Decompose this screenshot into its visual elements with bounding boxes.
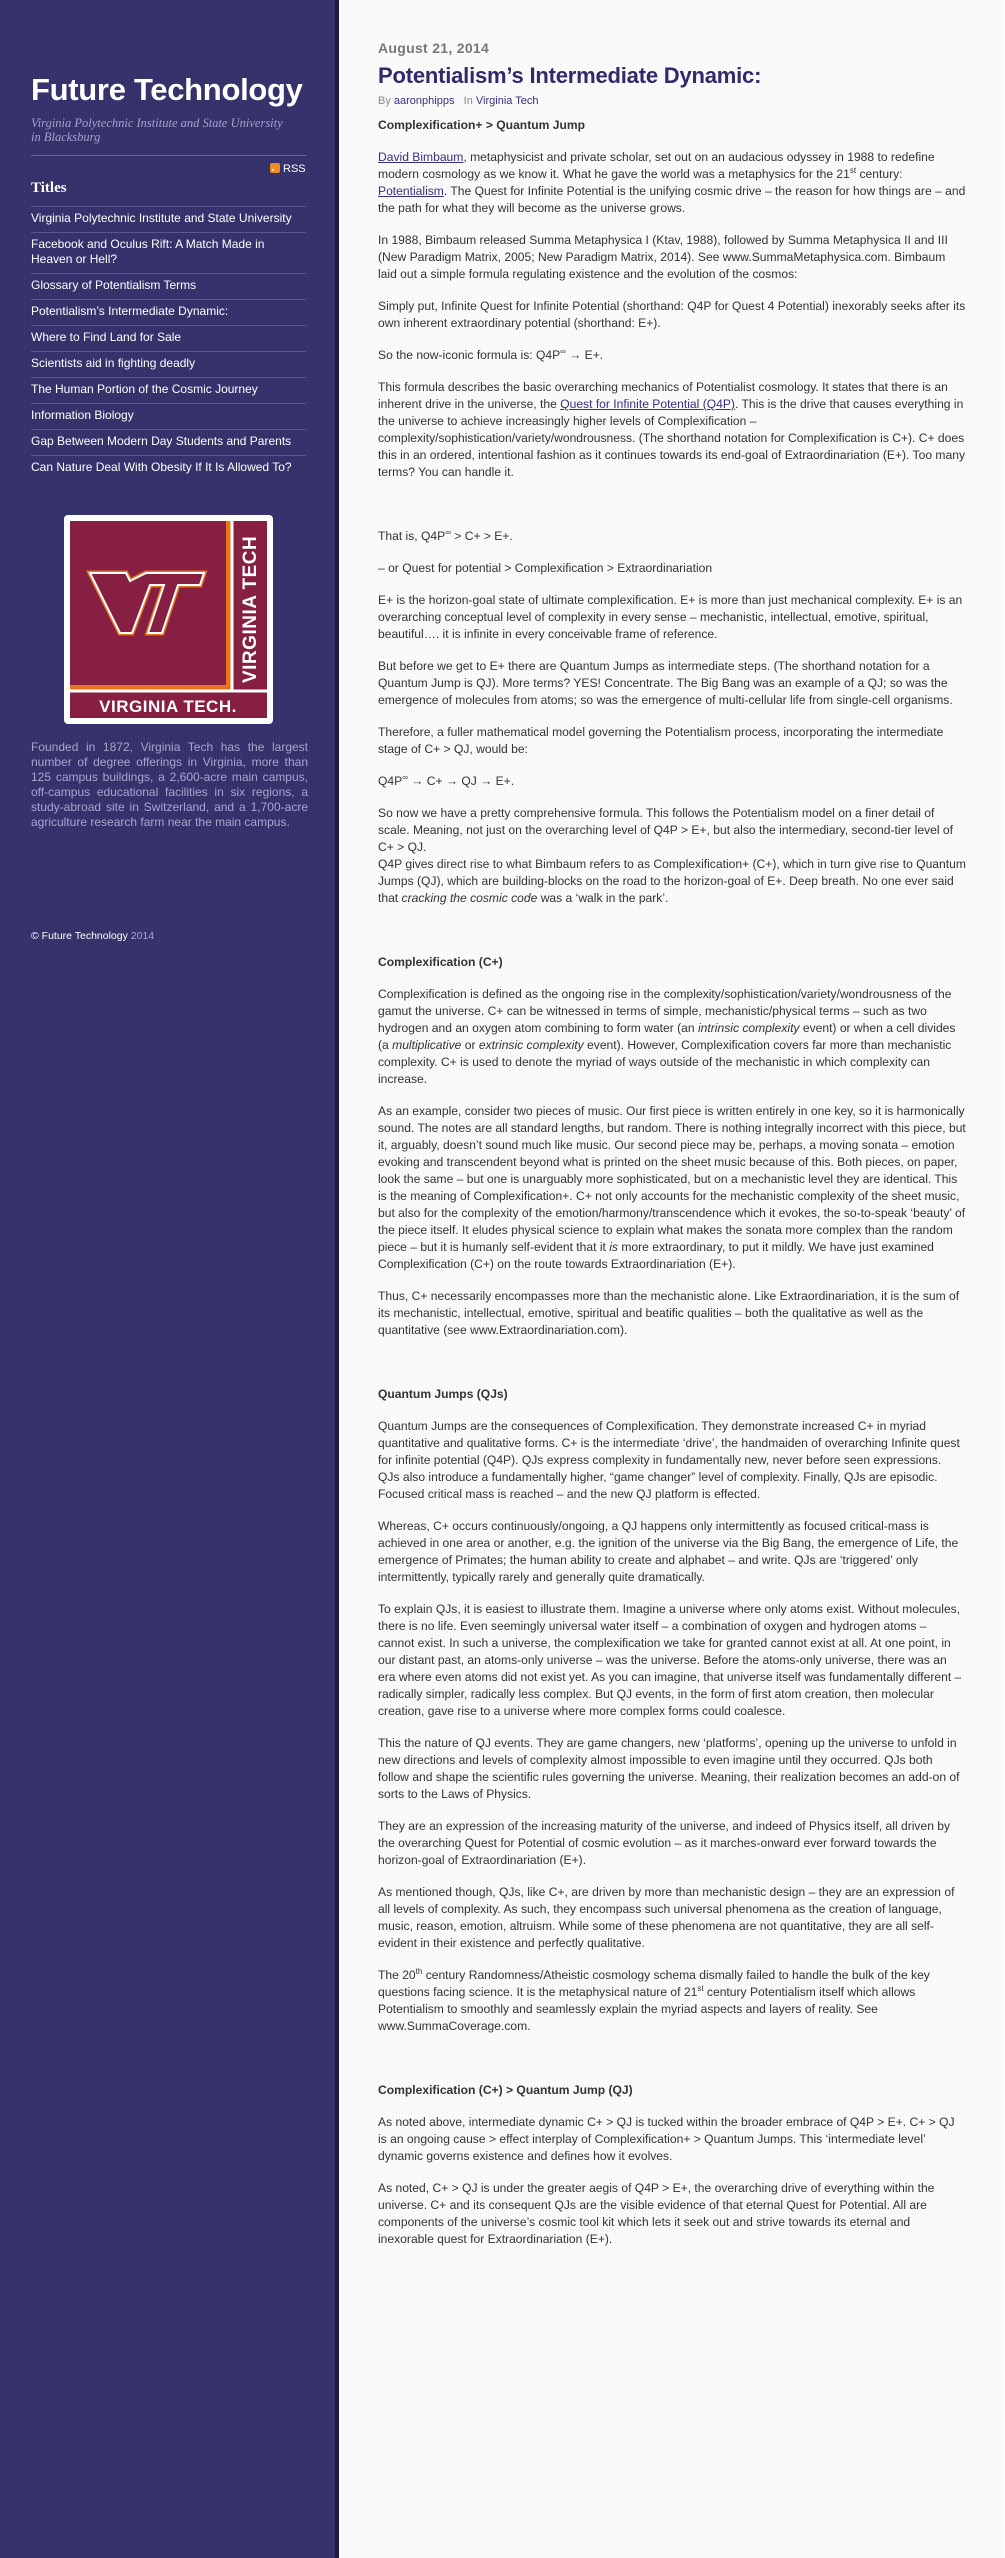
post-body xyxy=(378,117,966,2263)
site-title[interactable]: Future Technology xyxy=(31,72,303,107)
text: The 20 xyxy=(378,1968,416,1982)
section-heading: Quantum Jumps (QJs) xyxy=(378,1387,508,1401)
emphasis: is xyxy=(609,1240,618,1254)
text: or xyxy=(461,1038,479,1052)
post-meta xyxy=(378,95,538,107)
text: century Potentialism itself which allows Potentialism to smoothly and seamlessly explain the myriad aspects and layers of reality. See www.SummaCoverage.com. xyxy=(378,1985,916,2033)
paragraph: Whereas, C+ occurs continuously/ongoing, a QJ happens only intermittently as focused critical-mass is achieved in one area or another, e.g. the ignition of the universe via the Big Bang, the emergence of Life, the emergence of Primates; the human ability to create and alphabet – and write. QJs are ‘triggered’ only intermittently, typically rarely and generally quite dramatically. xyxy=(378,1519,959,1584)
virginia-tech-logo xyxy=(64,515,273,724)
paragraph: This the nature of QJ events. They are game changers, new ‘platforms’, opening up the universe to unfold in new directions and levels of complexity almost impossible to even imagine until they occurred. QJs both follow and shape the scientific rules governing the universe. Meaning, their realization becomes an add-on of sorts to the Laws of Physics. xyxy=(378,1736,960,1801)
text: Complexification is defined as the ongoing rise in the complexity/sophistication/variety/wondrousness of the gamut the universe. C+ can be witnessed in terms of simple, mechanistic/physical terms – such as two hydrogen and an oxygen atom combining to form water (an xyxy=(378,987,952,1035)
rss-label: RSS xyxy=(283,163,306,175)
superscript: st xyxy=(697,1983,704,1993)
spacer xyxy=(378,1354,966,1386)
in-label: In xyxy=(463,95,473,107)
post-heading: Complexification+ > Quantum Jump xyxy=(378,118,585,132)
nav-item-scientists[interactable]: Scientists aid in fighting deadly xyxy=(31,351,306,377)
text: century: xyxy=(856,167,903,181)
section-heading: Complexification (C+) > Quantum Jump (QJ) xyxy=(378,2083,633,2097)
paragraph: Simply put, Infinite Quest for Infinite Potential (shorthand: Q4P for Quest 4 Potential) inexorably seeks after its own inherent extraordinary potential (shorthand: E+). xyxy=(378,299,966,330)
paragraph xyxy=(378,1967,966,2035)
badge-bottom-text: VIRGINIA TECH. xyxy=(99,697,237,716)
rss-icon xyxy=(270,163,280,173)
paragraph xyxy=(378,528,966,545)
superscript: st xyxy=(849,165,857,175)
text: So the now-iconic formula is: Q4P xyxy=(378,348,561,362)
by-label: By xyxy=(378,95,391,107)
paragraph: As noted, C+ > QJ is under the greater aegis of Q4P > E+, the overarching drive of everything within the universe. C+ and its consequent QJs are the visible evidence of that eternal Quest for Potential. All are components of the universe’s cosmic tool kit which lets it seek out and strive towards its eternal and inexorable quest for Extraordinariation (E+). xyxy=(378,2181,935,2246)
paragraph: – or Quest for potential > Complexification > Extraordinariation xyxy=(378,561,713,575)
paragraph: But before we get to E+ there are Quantum Jumps as intermediate steps. (The shorthand notation for a Quantum Jump is QJ). More terms? YES! Concentrate. The Big Bang was an example of a QJ; so was the emergence of molecules from atoms; so was the emergence of multi-cellular life from single-cell organisms. xyxy=(378,659,953,707)
rss-link[interactable] xyxy=(270,163,306,175)
text: → E+. xyxy=(565,348,604,362)
text: . The Quest for Infinite Potential is the unifying cosmic drive – the reason for how things are – and the path for what they will become as the universe grows. xyxy=(378,184,966,215)
nav-item-information-biology[interactable]: Information Biology xyxy=(31,403,306,429)
text: . This is the drive that causes everything in the universe to achieve increasingly higher levels of Complexification – complexity/sophistication/variety/wondrousness. (The shorthand notation for Complexification is C+). C+ does this in an ordered, intentional fashion as it continues towards its end-goal of Extraordinariation (E+). Too many terms? You can handle it. xyxy=(378,397,965,479)
paragraph xyxy=(378,149,966,217)
post-title[interactable]: Potentialism’s Intermediate Dynamic: xyxy=(378,63,762,88)
nav-item-land-for-sale[interactable]: Where to Find Land for Sale xyxy=(31,325,306,351)
copyright-year: 2014 xyxy=(130,930,155,942)
badge-side-text: VIRGINIA TECH xyxy=(240,535,261,683)
nav-item-virginia-polytechnic[interactable]: Virginia Polytechnic Institute and State University xyxy=(31,206,306,232)
emphasis: intrinsic complexity xyxy=(698,1021,800,1035)
paragraph xyxy=(378,1103,966,1273)
about-text: Founded in 1872, Virginia Tech has the largest number of degree offerings in Virginia, more than 125 campus buildings, a 2,600-acre main campus, off-campus educational facilities in six regions, a study-abroad site in Switzerland, and a 1,700-acre agriculture research farm near the main campus. xyxy=(31,740,308,829)
section-heading: Complexification (C+) xyxy=(378,955,503,969)
paragraph: So now we have a pretty comprehensive formula. This follows the Potentialism model on a finer detail of scale. Meaning, not just on the overarching level of Q4P > E+, but also the intermediary, second-tier level of C+ > QJ. xyxy=(378,806,953,854)
copyright-text: © Future Technology xyxy=(31,930,128,942)
quest-link[interactable]: Quest for Infinite Potential (Q4P) xyxy=(560,397,735,411)
text: century Randomness/Atheistic cosmology schema dismally failed to handle the bulk of the key questions facing science. It is the metaphysical nature of 21 xyxy=(378,1968,930,1999)
paragraph: Quantum Jumps are the consequences of Complexification. They demonstrate increased C+ in myriad quantitative and qualitative forms. C+ is the intermediate ‘drive’, the handmaiden of overarching Infinite quest for infinite potential (Q4P). QJs express complexity in fundamentally new, never before seen expressions. QJs also introduce a fundamentally higher, “game changer” level of complexity. Finally, QJs are episodic. Focused critical mass is reached – and the new QJ platform is effected. xyxy=(378,1419,960,1501)
paragraph: As mentioned though, QJs, like C+, are driven by more than mechanistic design – they are an expression of all levels of complexity. As such, they encompass such universal phenomena as the creation of language, music, reason, emotion, altruism. While some of these phenomena are not quantitative, they are all self-evident in their existence and perfectly qualitative. xyxy=(378,1885,955,1950)
text: more extraordinary, to put it mildly. We have just examined Complexification (C+) on the route towards Extraordinariation (E+). xyxy=(378,1240,934,1271)
text: event) or when a cell divides (a xyxy=(378,1021,956,1052)
author-link[interactable]: aaronphipps xyxy=(393,95,455,107)
text: was a ‘walk in the park’. xyxy=(537,891,669,905)
sidebar xyxy=(0,0,335,2558)
paragraph: As noted above, intermediate dynamic C+ > QJ is tucked within the broader embrace of Q4P > E+. C+ > QJ is an ongoing cause > effect interplay of Complexification+ > Quantum Jumps. This ‘intermediate level’ dynamic governs existence and defines how it evolves. xyxy=(378,2115,955,2163)
text: event). However, Complexification covers far more than mechanistic complexity. C+ is used to denote the myriad of ways outside of the mechanistic in which complexity can increase. xyxy=(378,1038,952,1086)
superscript: ∞ xyxy=(445,527,451,537)
emphasis: cracking the cosmic code xyxy=(401,891,538,905)
text: , metaphysicist and private scholar, set out on an audacious odyssey in 1988 to redefine modern cosmology as we know it. What he gave the world was a metaphysics for the 21 xyxy=(378,150,935,181)
nav-item-facebook-oculus[interactable]: Facebook and Oculus Rift: A Match Made in Heaven or Hell? xyxy=(31,232,306,273)
spacer xyxy=(378,496,966,528)
main-content xyxy=(339,0,1005,2558)
nav-item-human-portion[interactable]: The Human Portion of the Cosmic Journey xyxy=(31,377,306,403)
paragraph xyxy=(378,986,966,1088)
site-tagline: Virginia Polytechnic Institute and State University in Blacksburg xyxy=(31,116,283,144)
superscript: ∞ xyxy=(402,772,408,782)
paragraph: To explain QJs, it is easiest to illustrate them. Imagine a universe where only atoms exist. Without molecules, there is no life. Even seemingly universal water itself – a combination of oxygen and hydrogen atoms – cannot exist. In such a universe, the complexification we take for granted cannot exist at all. At one point, in our distant past, an atoms-only universe – was the universe. Before the atoms-only universe, there was an era where even atoms did not exist yet. As you can imagine, that universe itself was fundamentally different – radically simpler, radically less complex. But QJ events, in the form of first atom creation, then molecular creation, gave rise to a universe where more complex forms could coalesce. xyxy=(378,1602,962,1718)
paragraph: In 1988, Bimbaum released Summa Metaphysica I (Ktav, 1988), followed by Summa Metaphysica II and III (New Paradigm Matrix, 2005; New Paradigm Matrix, 2014). See www.SummaMetaphysica.com. Bimbaum laid out a simple formula regulating existence and the evolution of the cosmos: xyxy=(378,233,948,281)
superscript: th xyxy=(415,1966,423,1976)
titles-list xyxy=(31,206,306,481)
nav-item-gap-students[interactable]: Gap Between Modern Day Students and Parents xyxy=(31,429,306,455)
text: As an example, consider two pieces of music. Our first piece is written entirely in one key, so it is harmonically sound. The notes are all standard lengths, but random. There is nothing integrally incorrect with this piece, but it, arguably, doesn’t sound much like music. Our second piece may be, perhaps, a moving sonata – emotion evoking and transcendent beyond what is printed on the sheet music because of this. Both pieces, on paper, look the same – but one is unarguably more sophisticated, but on a mechanistic level they are identical. This is the meaning of Complexification+. C+ not only accounts for the mechanistic complexity of the sheet music, but also for the complexity of the emotion/harmony/transcendence which it evokes, the so-to-speak ‘beauty’ of the piece itself. It eludes physical science to explain what makes the sonata more complex than the random piece – but it is humanly self-evident that it xyxy=(378,1104,966,1254)
emphasis: extrinsic complexity xyxy=(478,1038,584,1052)
text: This formula describes the basic overarching mechanics of Potentialist cosmology. It states that there is an inherent drive in the universe, the xyxy=(378,380,948,411)
superscript: ∞ xyxy=(560,346,566,356)
text: Q4P xyxy=(378,774,403,788)
text: > C+ > E+. xyxy=(450,529,513,543)
text: → C+ → QJ → E+. xyxy=(407,774,515,788)
text: Q4P gives direct rise to what Bimbaum refers to as Complexification+ (C+), which in turn give rise to Quantum Jumps (QJ), which are building-blocks on the road to the horizon-goal of E+. Deep breath. No one ever said that xyxy=(378,857,966,905)
spacer xyxy=(378,922,966,954)
spacer xyxy=(378,2050,966,2082)
emphasis: multiplicative xyxy=(392,1038,462,1052)
titles-heading: Titles xyxy=(31,180,67,196)
sidebar-divider xyxy=(31,155,306,156)
author-name-link[interactable]: David Bimbaum xyxy=(378,150,464,164)
paragraph xyxy=(378,347,966,364)
paragraph: E+ is the horizon-goal state of ultimate complexification. E+ is more than just mechanical complexity. E+ is an overarching conceptual level of complexity in every sense – mechanistic, intellectual, emotive, spiritual, beautiful…. it is infinite in every conceivable frame of reference. xyxy=(378,593,963,641)
paragraph xyxy=(378,379,966,481)
paragraph: Thus, C+ necessarily encompasses more than the mechanistic alone. Like Extraordinariation, it is the sum of its mechanistic, intellectual, emotive, spiritual and beatific qualities – both the qualitative as well as the quantitative (see www.Extraordinariation.com). xyxy=(378,1289,960,1337)
paragraph: They are an expression of the increasing maturity of the universe, and indeed of Physics itself, all driven by the overarching Quest for Potential of cosmic evolution – as it marches-onward ever forward towards the horizon-goal of Extraordinariation (E+). xyxy=(378,1819,951,1867)
nav-item-glossary[interactable]: Glossary of Potentialism Terms xyxy=(31,273,306,299)
paragraph xyxy=(378,773,966,790)
nav-item-nature-obesity[interactable]: Can Nature Deal With Obesity If It Is Allowed To? xyxy=(31,455,306,481)
text: That is, Q4P xyxy=(378,529,446,543)
copyright xyxy=(31,930,154,942)
paragraph xyxy=(378,856,966,907)
paragraph: Therefore, a fuller mathematical model governing the Potentialism process, incorporating the intermediate stage of C+ > QJ, would be: xyxy=(378,725,944,756)
post-date: August 21, 2014 xyxy=(378,40,490,56)
category-link[interactable]: Virginia Tech xyxy=(475,95,539,107)
nav-item-potentialism[interactable]: Potentialism’s Intermediate Dynamic: xyxy=(31,299,306,325)
potentialism-link[interactable]: Potentialism xyxy=(378,184,444,198)
